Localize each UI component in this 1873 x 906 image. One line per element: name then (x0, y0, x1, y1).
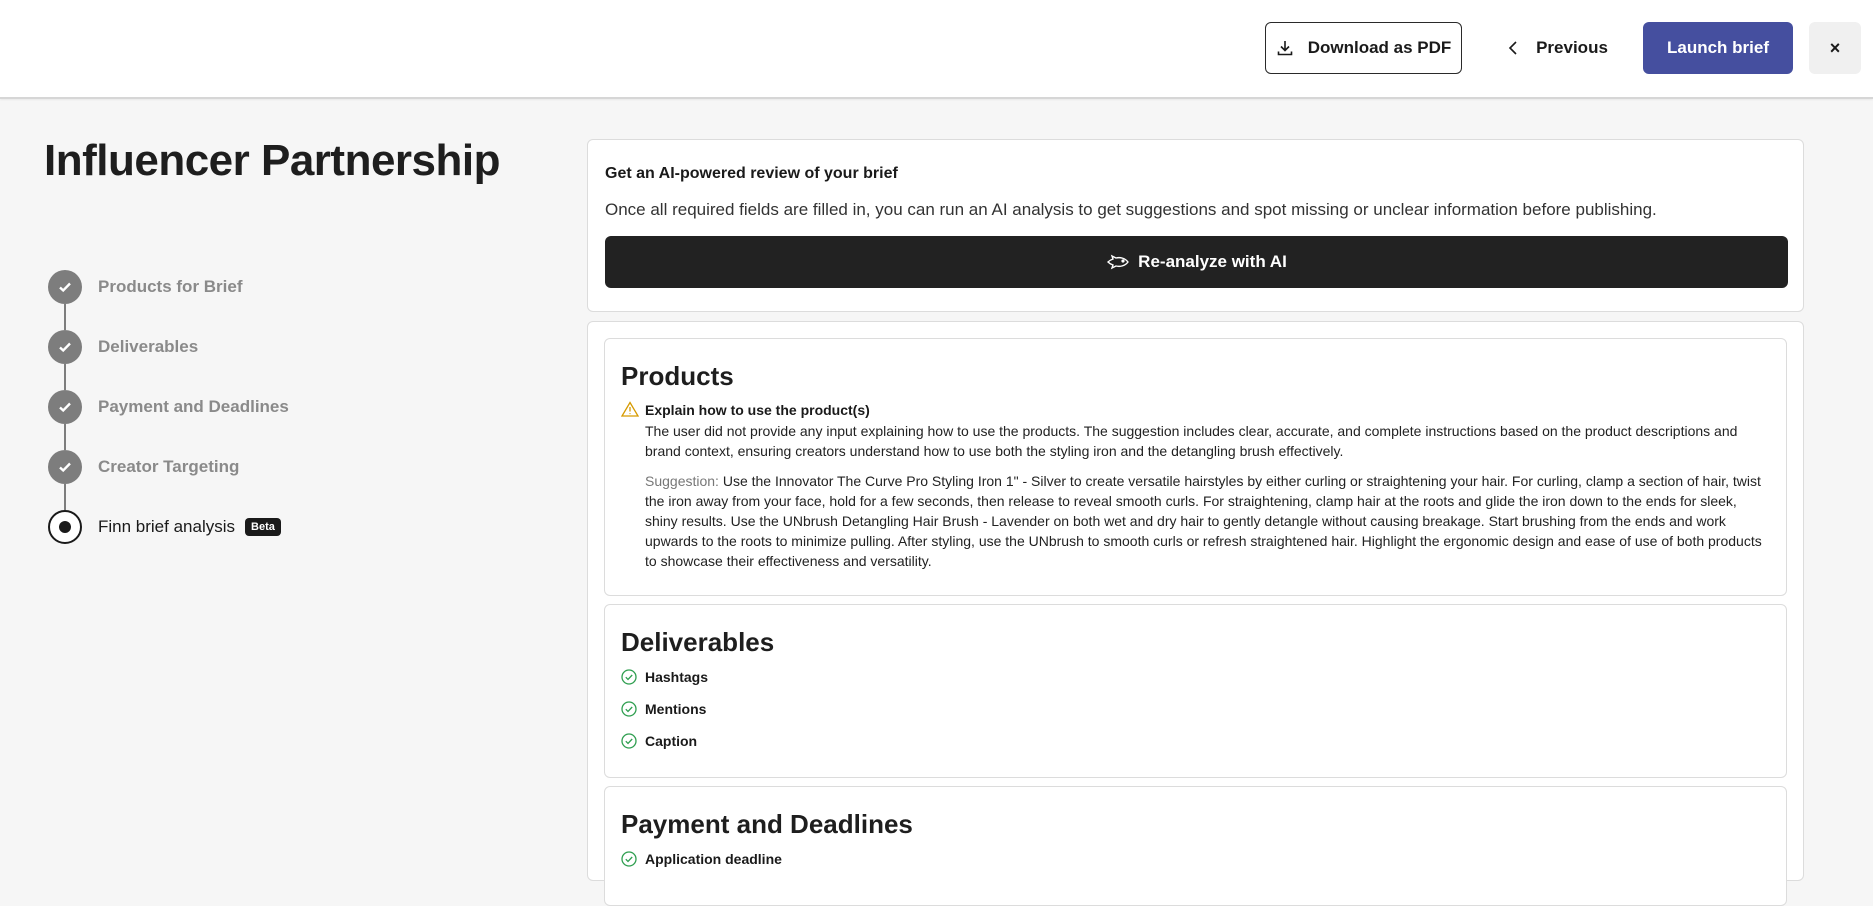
deliverable-label: Caption (645, 733, 698, 749)
step-connector (64, 424, 66, 450)
step-label: Creator Targeting (98, 457, 240, 476)
step-label: Products for Brief (98, 277, 243, 296)
checkmark-icon (57, 279, 73, 295)
warning-icon (621, 401, 639, 417)
deliverable-label: Mentions (645, 701, 707, 717)
step-finn-brief-analysis[interactable] (48, 510, 281, 544)
top-bar (0, 0, 1873, 99)
suggestion-text: Use the Innovator The Curve Pro Styling Iron 1" - Silver to create versatile hairstyles by either curling or straightening your hair. For curling, clamp a section of hair, twist the iron away from your face, hold for a few seconds, then release to reveal smooth curls. For straightening, clamp hair at the roots and glide the iron down to the ends for sleek, shiny results. Use the UNbrush Detangling Hair Brush - Lavender on both wet and dry hair to gently detangle without causing breakage. Start brushing from the ends and work upwards to the roots to minimize pulling. After styling, use the UNbrush to smooth curls or refresh straightened hair. Highlight the ergonomic design and ease of use of both products to showcase their effectiveness and versatility. (645, 473, 1762, 569)
page-title: Influencer Partnership (44, 136, 501, 185)
launch-brief-button[interactable]: Launch brief (1643, 22, 1793, 74)
deliverables-title: Deliverables (621, 627, 775, 657)
deliverable-item (621, 701, 706, 717)
check-circle-icon (621, 669, 637, 685)
check-circle-icon (621, 851, 637, 867)
step-completed-indicator (48, 270, 82, 304)
ai-review-card (587, 139, 1804, 312)
download-pdf-button[interactable] (1265, 22, 1462, 74)
previous-button[interactable] (1500, 22, 1616, 74)
step-connector (64, 364, 66, 390)
step-connector (64, 304, 66, 330)
products-section (604, 338, 1787, 596)
step-products-for-brief[interactable] (48, 270, 243, 304)
step-deliverables[interactable] (48, 330, 198, 364)
warning-title: Explain how to use the product(s) (645, 402, 870, 418)
download-pdf-label: Download as PDF (1307, 38, 1452, 57)
step-connector (64, 484, 66, 510)
suggestion-label: Suggestion: (645, 473, 719, 489)
checkmark-icon (57, 339, 73, 355)
check-circle-icon (621, 701, 637, 717)
warning-text: The user did not provide any input explaining how to use the products. The suggestion includes clear, accurate, and complete instructions based on the product descriptions and brand context, ensuring creators understand how to use both the styling iron and the detangling brush effectively. (645, 423, 1738, 459)
payment-section (604, 786, 1787, 906)
previous-label: Previous (1536, 38, 1608, 57)
ai-review-description: Once all required fields are filled in, you can run an AI analysis to get suggestions and spot missing or unclear information before publishing. (605, 200, 1657, 219)
step-active-indicator (48, 510, 82, 544)
close-icon: × (1829, 37, 1841, 58)
step-label: Deliverables (98, 337, 199, 356)
payment-item (621, 851, 782, 867)
reanalyze-label: Re-analyze with AI (1138, 252, 1287, 271)
payment-title: Payment and Deadlines (621, 809, 913, 839)
chevron-left-icon (1508, 40, 1518, 56)
checkmark-icon (57, 459, 73, 475)
checkmark-icon (57, 399, 73, 415)
deliverables-section (604, 604, 1787, 778)
ai-review-title: Get an AI-powered review of your brief (605, 165, 898, 182)
step-label: Payment and Deadlines (98, 397, 289, 416)
deliverable-item (621, 669, 708, 685)
products-title: Products (621, 361, 734, 391)
download-icon (1276, 39, 1294, 57)
step-completed-indicator (48, 330, 82, 364)
step-payment-and-deadlines[interactable] (48, 390, 289, 424)
step-label: Finn brief analysis (98, 517, 236, 536)
deliverable-label: Hashtags (645, 669, 709, 685)
deliverable-item (621, 733, 697, 749)
payment-item-label: Application deadline (645, 851, 782, 867)
step-completed-indicator (48, 390, 82, 424)
close-button[interactable] (1809, 22, 1861, 74)
fish-icon (1106, 254, 1130, 270)
step-creator-targeting[interactable] (48, 450, 239, 484)
active-dot (59, 521, 71, 533)
reanalyze-ai-button[interactable] (605, 236, 1788, 288)
step-completed-indicator (48, 450, 82, 484)
products-suggestion (645, 471, 1771, 571)
check-circle-icon (621, 733, 637, 749)
analysis-results-panel (587, 321, 1804, 881)
beta-badge: Beta (245, 518, 281, 536)
